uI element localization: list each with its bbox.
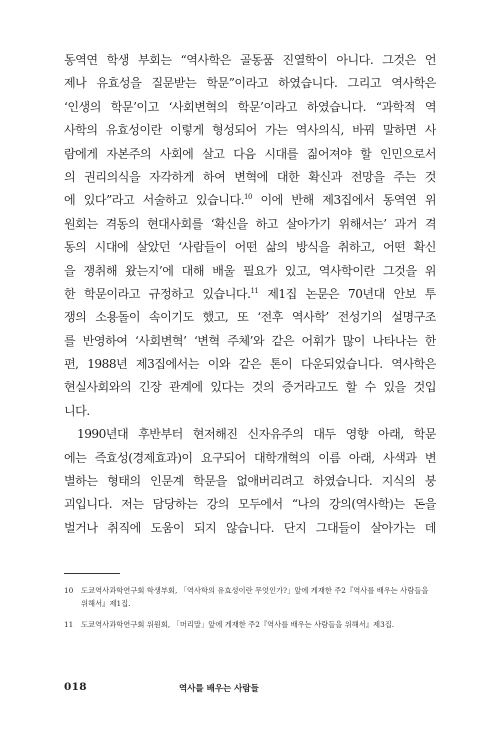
text-line: 원회는 격동의 현대사회를 ‘확신을 하고 살아가기 위해서는’ 과거 격 <box>64 216 436 231</box>
text-line: 별하는 형태의 인문계 학문을 없애버리려고 하였습니다. 지식의 붕 <box>64 474 436 489</box>
text-line: 사학의 유효성이란 이렇게 형성되어 가는 역사의식, 바꿔 말하면 사 <box>64 123 436 138</box>
text-line: 의 권리의식을 자각하게 하여 변혁에 대한 확신과 전망을 주는 것 <box>64 169 436 184</box>
text-run: 한 학문이라고 규정하고 있습니다. <box>64 286 251 301</box>
text-line: 편, 1988년 제3집에서는 이와 같은 톤이 다운되었습니다. 역사학은 <box>64 357 436 372</box>
footnote-ref-10[interactable]: 10 <box>244 193 252 202</box>
footnote-number: 10 <box>64 586 74 595</box>
text-line: 동역연 학생 부회는 “역사학은 골동품 진열학이 아니다. 그것은 언 <box>64 53 436 67</box>
text-line: 을 쟁취해 왔는지’에 대해 배울 필요가 있고, 역사학이란 그것을 위 <box>64 263 436 278</box>
footnote-11 <box>64 618 436 631</box>
footnotes <box>64 584 436 631</box>
footnote-text: 도쿄역사과학연구회 학생부회, 「역사학의 유효성이란 무엇인가?」앞에 게재한 주2『역사를 배우는 사람들을 위해서』제1집. <box>81 586 429 608</box>
running-title: 역사를 배우는 사람들 <box>179 684 259 694</box>
text-line: 쟁의 소용돌이 속이기도 했고, 또 ‘전후 역사학’ 전성기의 설명구조 <box>64 310 436 325</box>
text-line: 1990년대 후반부터 현저해진 신자유주의 대두 영향 아래, 학문 <box>77 427 436 442</box>
text-run: 에 있다”라고 서술하고 있습니다. <box>64 193 245 208</box>
text-run: 제1집 논문은 70년대 안보 투 <box>258 286 436 301</box>
text-line: 에는 즉효성(경제효과)이 요구되어 대학개혁의 이름 아래, 사색과 변 <box>64 450 436 465</box>
text-line: 람에게 자본주의 사회에 살고 다음 시대를 짊어져야 할 인민으로서 <box>64 146 436 161</box>
text-line: 제나 유효성을 질문받는 학문”이라고 하였습니다. 그리고 역사학은 <box>64 76 436 91</box>
text-line: 동의 시대에 살았던 ‘사람들이 어떤 삶의 방식을 취하고, 어떤 확신 <box>64 240 436 255</box>
text-line: 벌거나 취직에 도움이 되지 않습니다. 단지 그대들이 살아가는 데 <box>64 520 436 535</box>
footnote-ref-11[interactable]: 11 <box>250 286 259 295</box>
footnote-text: 도쿄역사과학연구회 위원회, 「머리말」앞에 게재한 주2『역사를 배우는 사람들을 위해서』제3집. <box>81 620 395 629</box>
text-line: 니다. <box>64 403 90 418</box>
footnote-divider <box>64 573 120 574</box>
text-line <box>64 189 436 212</box>
text-line <box>64 283 436 306</box>
footnote-10 <box>64 584 436 610</box>
text-run: 이에 반해 제3집에서 동역연 위 <box>251 193 436 208</box>
text-line: ‘인생의 학문’이고 ‘사회변혁의 학문’이라고 하였습니다. “과학적 역 <box>64 99 436 114</box>
footnote-number: 11 <box>64 620 74 629</box>
page-number: 018 <box>64 681 87 693</box>
body-text <box>64 49 436 540</box>
text-line: 를 반영하여 ‘사회변혁’ ‘변혁 주체’와 같은 어휘가 많이 나타나는 한 <box>64 333 436 348</box>
text-line: 현실사회와의 긴장 관계에 있다는 것의 증거라고도 할 수 있을 것입 <box>64 380 436 395</box>
text-line: 괴입니다. 저는 담당하는 강의 모두에서 “나의 강의(역사학)는 돈을 <box>64 497 436 512</box>
